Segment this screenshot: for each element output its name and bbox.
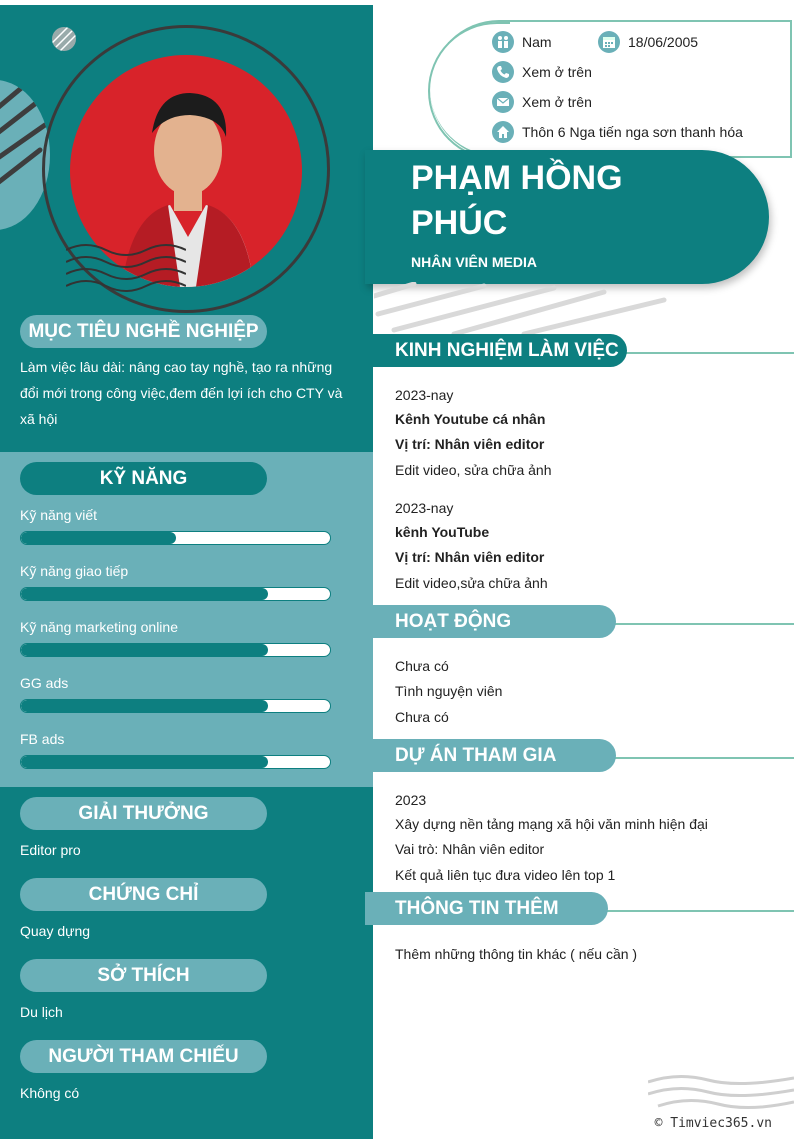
top-strip <box>0 0 800 5</box>
experience-line <box>600 352 794 354</box>
exp-2-desc: Edit video,sửa chữa ảnh <box>395 575 548 591</box>
birthdate-text: 18/06/2005 <box>628 34 699 50</box>
skill-bar-fill <box>21 644 268 656</box>
skill-bar-fill <box>21 756 268 768</box>
decorative-dot <box>52 27 76 51</box>
extra-heading: THÔNG TIN THÊM <box>365 892 608 925</box>
activities-heading: HOẠT ĐỘNG <box>373 605 616 638</box>
full-name <box>411 156 671 246</box>
skill-bar-fill <box>21 700 268 712</box>
projects-line <box>590 757 794 759</box>
name-banner <box>365 150 769 284</box>
name-line-1: PHẠM HỒNG <box>411 159 623 197</box>
skills-heading: KỸ NĂNG <box>20 462 267 495</box>
phone-row <box>492 61 592 83</box>
hobbies-heading: SỞ THÍCH <box>20 959 267 992</box>
exp-1-desc: Edit video, sửa chữa ảnh <box>395 462 552 478</box>
address-text: Thôn 6 Nga tiến nga sơn thanh hóa <box>522 124 743 140</box>
project-name: Xây dựng nền tảng mạng xã hội văn minh hiện đại <box>395 816 708 832</box>
project-year: 2023 <box>395 792 427 808</box>
email-text: Xem ở trên <box>522 94 592 110</box>
extra-text: Thêm những thông tin khác ( nếu cần ) <box>395 946 638 962</box>
home-icon <box>492 121 514 143</box>
skill-bar <box>20 699 331 713</box>
gender-row <box>492 31 552 53</box>
skill-bar <box>20 643 331 657</box>
objective-text: Làm việc lâu dài: nâng cao tay nghề, tạo ra những đổi mới trong công việc,đem đến lợi ích cho CTY và xã hội <box>20 359 343 427</box>
skill-label: Kỹ năng giao tiếp <box>20 563 129 579</box>
email-icon <box>492 91 514 113</box>
exp-2-position: Vị trí: Nhân viên editor <box>395 549 545 565</box>
projects-heading: DỰ ÁN THAM GIA <box>373 739 616 772</box>
awards-heading: GIẢI THƯỞNG <box>20 797 267 830</box>
exp-1-period: 2023-nay <box>395 387 454 403</box>
objective-heading: MỤC TIÊU NGHỀ NGHIỆP <box>20 315 267 348</box>
awards-text: Editor pro <box>20 842 81 858</box>
certificates-heading: CHỨNG CHỈ <box>20 878 267 911</box>
birthdate-row <box>598 31 698 53</box>
skill-bar <box>20 587 331 601</box>
project-role: Vai trò: Nhân viên editor <box>395 841 545 857</box>
phone-icon <box>492 61 514 83</box>
sidebar <box>0 0 373 1139</box>
name-line-2: PHÚC <box>411 204 508 242</box>
skill-bar-fill <box>21 532 176 544</box>
hobbies-text: Du lịch <box>20 1004 63 1020</box>
experience-heading: KINH NGHIỆM LÀM VIỆC <box>373 334 627 367</box>
wave-lines-decoration <box>66 240 186 300</box>
address-row <box>492 121 743 143</box>
project-result: Kết quả liên tục đưa video lên top 1 <box>395 867 616 883</box>
certificates-text: Quay dựng <box>20 923 91 939</box>
activity-2: Tình nguyện viên <box>395 683 503 699</box>
skill-bar-fill <box>21 588 268 600</box>
skill-bar <box>20 531 331 545</box>
activities-line <box>590 623 794 625</box>
brush-strokes-decoration <box>374 282 694 342</box>
wave-decoration <box>648 1072 794 1112</box>
exp-2-period: 2023-nay <box>395 500 454 516</box>
skill-label: Kỹ năng viết <box>20 507 98 523</box>
skill-label: FB ads <box>20 731 65 747</box>
skill-label: Kỹ năng marketing online <box>20 619 178 635</box>
skill-bar <box>20 755 331 769</box>
gender-icon <box>492 31 514 53</box>
gender-text: Nam <box>522 34 552 50</box>
references-text: Không có <box>20 1085 80 1101</box>
exp-1-company: Kênh Youtube cá nhân <box>395 411 546 427</box>
activity-3: Chưa có <box>395 709 449 725</box>
activity-1: Chưa có <box>395 658 449 674</box>
job-title: NHÂN VIÊN MEDIA <box>411 254 538 270</box>
email-row <box>492 91 592 113</box>
references-heading: NGƯỜI THAM CHIẾU <box>20 1040 267 1073</box>
calendar-icon <box>598 31 620 53</box>
extra-line <box>590 910 794 912</box>
skill-label: GG ads <box>20 675 69 691</box>
exp-2-company: kênh YouTube <box>395 524 490 540</box>
phone-text: Xem ở trên <box>522 64 592 80</box>
footer-watermark: © Timviec365.vn <box>654 1116 772 1131</box>
exp-1-position: Vị trí: Nhân viên editor <box>395 436 545 452</box>
